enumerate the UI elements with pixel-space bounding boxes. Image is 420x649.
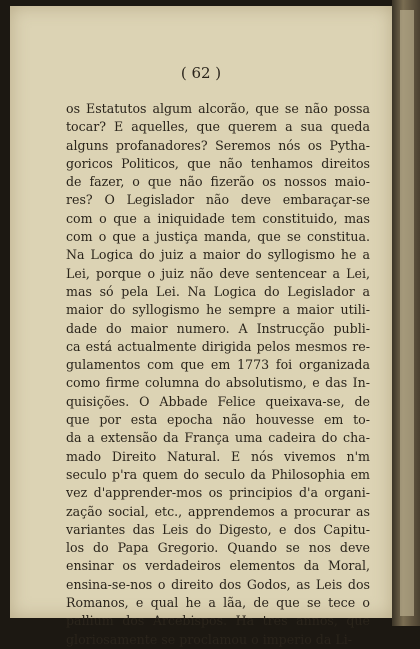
text-line: Lei, porque o juiz não deve sentencear a Lei, (66, 265, 370, 281)
text-line: os Estatutos algum alcorão, que se não possa (66, 101, 370, 116)
text-line: Romanos, e qual he a lãa, de que se tece o (66, 595, 370, 611)
text-line: mado Direito Natural. E nós vivemos n'm (66, 448, 370, 464)
text-line: los do Papa Gregorio. Quando se nos deve (66, 540, 370, 556)
text-line: seculo p'ra quem do seculo da Philosophia em (66, 466, 370, 482)
text-line: com o que a justiça manda, que se constitua. (66, 229, 370, 245)
text-line: vez d'apprender-mos os principios d'a organi- (66, 485, 370, 501)
text-line: variantes das Leis do Digesto, e dos Capitu- (66, 521, 370, 537)
text-line: ca está actualmente dirigida pelos mesmos re- (66, 338, 370, 354)
page-number: ( 62 ) (180, 64, 222, 82)
book-page (10, 6, 392, 647)
text-line: dade do maior numero. A Instrucção publi- (66, 320, 370, 336)
next-page-edge (400, 10, 414, 616)
text-line: ensina-se-nos o direito dos Godos, as Leis dos (66, 576, 370, 592)
text-line: maior do syllogismo he sempre a maior utili- (66, 302, 370, 318)
text-line: que por esta epocha não houvesse em to- (66, 412, 370, 428)
text-line: com o que a iniquidade tem constituido, mas (66, 210, 370, 226)
text-line: tocar? E aquelles, que querem a sua queda (66, 119, 370, 135)
text-line: alguns profanadores? Seremos nós os Pytha- (66, 137, 370, 153)
text-line: gulamentos com que em 1773 foi organizada (66, 357, 370, 373)
text-line: de fazer, o que não fizerão os nossos maio- (66, 174, 370, 190)
text-line: ensinar os verdadeiros elementos da Moral, (66, 558, 370, 574)
page-text-block (66, 100, 370, 649)
text-line: goricos Politicos, que não tenhamos direitos (66, 155, 370, 171)
text-line: pallium dos Arcebispos. Ha tres annos, que (66, 613, 370, 629)
text-line: da a extensão da França uma cadeira do cha- (66, 430, 370, 446)
text-line: Na Logica do juiz a maior do syllogismo he a (66, 247, 370, 263)
text-line: como firme columna do absolutismo, e das In- (66, 375, 370, 391)
text-line: quisições. O Abbade Felice queixava-se, de (66, 393, 370, 409)
text-line: gloriosamente se proclamou o imperio da Li- (66, 631, 353, 647)
text-line: zação social, etc., apprendemos a procurar as (66, 503, 370, 519)
text-line: mas só pela Lei. Na Logica do Legislador a (66, 283, 370, 299)
text-line: res? O Legislador não deve embaraçar-se (66, 192, 370, 208)
